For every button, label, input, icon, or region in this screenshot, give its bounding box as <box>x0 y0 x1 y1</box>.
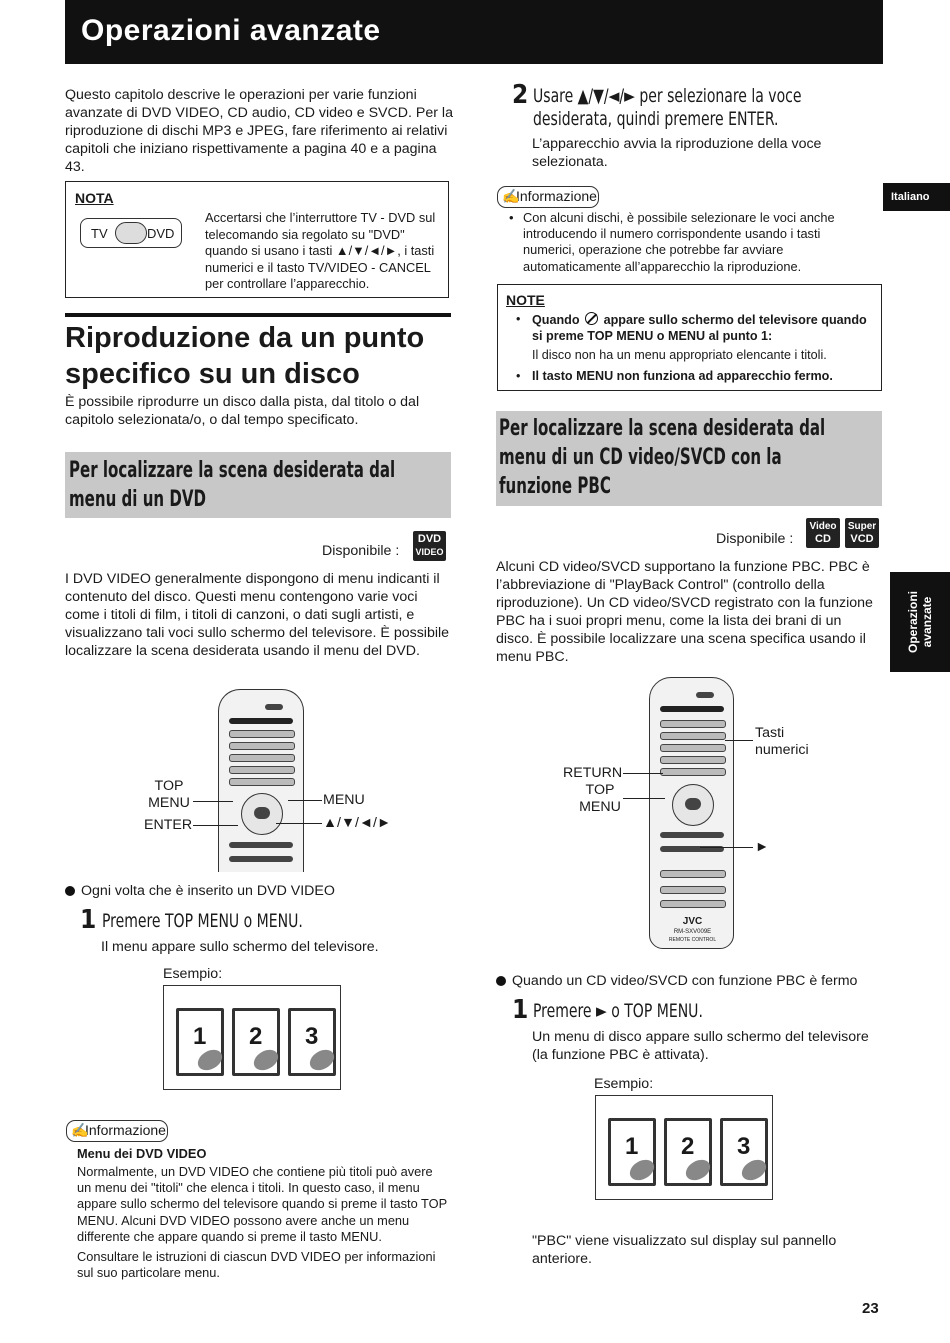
note-item1-a: Quando <box>532 313 580 327</box>
section-tab-line2: avanzate <box>920 596 934 648</box>
video-cd-badge <box>806 518 840 548</box>
dvd-info-para1: Normalmente, un DVD VIDEO che contiene più titoli può avere un menu dei "titoli" che elenca i titoli. In questo caso, il menu appare sullo schermo del televisore quando si preme il tasto TOP MENU. Alcuni DVD VIDEO possono avere anche un menu differente che appare quando si preme il tasto MENU. <box>77 1164 447 1244</box>
right-info-badge <box>497 186 599 208</box>
step2-number: 2 <box>512 80 529 110</box>
note-right-item2: Il tasto MENU non funziona ad apparecchio fermo. <box>532 369 833 383</box>
video-cd-badge-line2: CD <box>815 533 831 545</box>
super-vcd-badge-line2: VCD <box>850 533 874 545</box>
dvd-info-badge-label: Informazione <box>85 1122 166 1138</box>
pbc-example-label: Esempio: <box>594 1076 654 1092</box>
pbc-example-frame <box>595 1095 773 1200</box>
callout-menu-right: MENU <box>323 792 365 808</box>
tv-dvd-switch <box>80 218 182 248</box>
note-right-item1 <box>532 312 877 344</box>
callout-tasti-line1: Tasti <box>755 725 785 741</box>
remote-brand: JVC <box>682 916 703 927</box>
dvd-available-label: Disponibile : <box>322 543 400 559</box>
pbc-bullet-text: Quando un CD video/SVCD con funzione PBC è fermo <box>512 973 858 989</box>
hand-icon: ✍ <box>71 1122 89 1138</box>
callout-top-label: TOP <box>154 778 184 794</box>
section-tab <box>890 572 950 672</box>
pbc-available-label: Disponibile : <box>716 531 794 547</box>
dvd-example-thumb-2 <box>232 1008 280 1076</box>
callout-return: RETURN <box>563 765 623 781</box>
callout-top-menu-right <box>578 782 622 816</box>
dvd-bullet <box>65 882 335 900</box>
dvd-example-frame <box>163 985 341 1090</box>
hand-icon: ✍ <box>502 188 520 204</box>
language-tab <box>883 183 950 211</box>
dpad <box>241 793 283 835</box>
remote-control-pbc <box>649 677 734 949</box>
dvd-badge-line2: VIDEO <box>415 547 444 557</box>
dvd-step1-text: Premere TOP MENU o MENU. <box>102 910 303 932</box>
callout-tasti-numerici <box>755 725 809 759</box>
callout-arrows: ▲/▼/◄/► <box>323 815 391 831</box>
section-title-line1: Riproduzione da un punto <box>65 322 425 354</box>
dvd-example-thumb-3 <box>288 1008 336 1076</box>
pbc-body: Alcuni CD video/SVCD supportano la funzione PBC. PBC è l’abbreviazione di "PlayBack Control" (controllo della riproduzione). Un CD video/SVCD registrato con la funzione PBC ha i suoi propri menu, come la lista dei brani di un disco. È possibile localizzare una scena specifica usando il menu PBC. <box>496 559 873 665</box>
page-title: Operazioni avanzate <box>81 14 381 47</box>
dvd-video-badge <box>413 531 446 561</box>
dvd-heading-line1: Per localizzare la scena desiderata dal <box>69 458 396 483</box>
switch-knob <box>115 222 147 244</box>
section-title-line2: specifico su un disco <box>65 358 360 390</box>
dvd-example-label: Esempio: <box>163 966 223 982</box>
bullet-dot <box>65 886 75 896</box>
right-info-badge-label: Informazione <box>516 188 597 204</box>
right-info-bullet: Con alcuni dischi, è possibile selezionare le voci anche introducendo il numero corrispondente usando i tasti numerici, operazione che potrebbe far avviare automaticamente all’apparecchio la riproduzione. <box>523 210 835 274</box>
remote-model: RM-SXV009E <box>673 929 712 935</box>
thumb-number: 2 <box>681 1133 695 1160</box>
step2-text-line1: Usare ▲/▼/◄/► per selezionare la voce <box>533 85 802 107</box>
thumb-number: 3 <box>305 1023 319 1050</box>
pbc-heading <box>499 414 879 501</box>
note-right-item1-desc: Il disco non ha un menu appropriato elencante i titoli. <box>532 348 827 362</box>
thumb-number: 2 <box>249 1023 263 1050</box>
pbc-display-note: "PBC" viene visualizzato sul display sul pannello anteriore. <box>532 1233 837 1267</box>
dvd-heading <box>69 456 449 514</box>
note-box-right: NOTE • Quando appare sullo schermo del televisore quando si preme TOP MENU o MENU al punto 1: Il disco non ha un menu appropriato elencante i titoli. • Il tasto MENU non funziona ad apparecchio fermo. <box>497 284 882 391</box>
dvd-badge-line1: DVD <box>417 533 442 545</box>
switch-dvd-label: DVD <box>147 226 175 241</box>
pbc-example-thumb-3 <box>720 1118 768 1186</box>
dvd-example-thumb-1 <box>176 1008 224 1076</box>
pbc-example-thumb-2 <box>664 1118 712 1186</box>
callout-top-label-right: TOP <box>585 782 615 798</box>
note-right-heading: NOTE <box>506 292 545 308</box>
page-title-bar <box>65 0 883 64</box>
dvd-heading-line2: menu di un DVD <box>69 487 206 512</box>
remote-control-dvd <box>218 689 304 872</box>
pbc-bullet <box>496 972 857 990</box>
section-title <box>65 320 451 392</box>
dvd-info-badge <box>66 1120 168 1142</box>
nota-text: Accertarsi che l’interruttore TV - DVD sul telecomando sia regolato su "DVD" quando si usano i tasti ▲/▼/◄/►, i tasti numerici e il tasto TV/VIDEO - CANCEL per controllare l’apparecchio. <box>205 210 436 291</box>
callout-top-menu-left <box>146 778 192 812</box>
pbc-heading-line2: menu di un CD video/SVCD con la <box>499 445 782 470</box>
intro-paragraph: Questo capitolo descrive le operazioni per varie funzioni avanzate di DVD VIDEO, CD audio, CD video e SVCD. Per la riproduzione di dischi MP3 e JPEG, fare riferimento ai relativi capitoli che iniziano rispettivamente a pagina 40 e a pagina 43. <box>65 87 453 175</box>
dvd-info-heading: Menu dei DVD VIDEO <box>77 1146 207 1161</box>
note-item1-b: appare sullo schermo del televisore quando si preme TOP MENU o MENU al punto 1: <box>532 313 867 343</box>
video-cd-badge-line1: Video <box>809 521 837 532</box>
pbc-heading-line3: funzione PBC <box>499 474 611 499</box>
switch-tv-label: TV <box>91 226 108 241</box>
thumb-number: 1 <box>625 1133 639 1160</box>
thumb-number: 1 <box>193 1023 207 1050</box>
pbc-step1-desc: Un menu di disco appare sullo schermo del televisore (la funzione PBC è attivata). <box>532 1029 869 1063</box>
callout-play: ► <box>755 839 770 855</box>
section-rule <box>65 313 451 317</box>
step2-text-line2: desiderata, quindi premere ENTER. <box>533 108 779 130</box>
pbc-step1-number: 1 <box>512 995 529 1025</box>
callout-menu-label-right: MENU <box>579 799 621 815</box>
bullet-dot <box>496 976 506 986</box>
callout-enter: ENTER <box>144 817 193 833</box>
step2-text <box>533 85 802 131</box>
right-info-bullet-mark: • <box>509 210 514 225</box>
dpad <box>672 784 714 826</box>
super-vcd-badge <box>845 518 879 548</box>
callout-menu-label: MENU <box>148 795 190 811</box>
pbc-heading-line1: Per localizzare la scena desiderata dal <box>499 416 826 441</box>
nota-heading: NOTA <box>75 190 114 206</box>
dvd-step1-desc: Il menu appare sullo schermo del televisore. <box>101 939 379 955</box>
dvd-bullet-text: Ogni volta che è inserito un DVD VIDEO <box>81 883 335 899</box>
dvd-info-para2: Consultare le istruzioni di ciascun DVD VIDEO per informazioni sul suo particolare menu. <box>77 1249 436 1281</box>
thumb-number: 3 <box>737 1133 751 1160</box>
dvd-body: I DVD VIDEO generalmente dispongono di menu indicanti il contenuto del disco. Questi menu contengono varie voci come i titoli di film, i titoli di canzoni, o dati sugli artisti, e visualizzano tali voci sullo schermo del televisore. È possibile localizzare la scena desiderata usando il menu del DVD. <box>65 571 450 659</box>
prohibited-icon <box>585 312 598 325</box>
pbc-example-thumb-1 <box>608 1118 656 1186</box>
language-tab-label: Italiano <box>891 191 930 203</box>
section-intro: È possibile riprodurre un disco dalla pista, dal titolo o dal capitolo selezionata/o, o dal tempo specificato. <box>65 394 420 428</box>
remote-sub: REMOTE CONTROL <box>668 937 717 943</box>
dvd-step1-number: 1 <box>80 905 97 935</box>
page-number: 23 <box>862 1300 879 1317</box>
pbc-step1-text: Premere ► o TOP MENU. <box>533 1000 703 1022</box>
super-vcd-badge-line1: Super <box>847 521 877 532</box>
nota-box <box>65 181 449 298</box>
callout-tasti-line2: numerici <box>755 742 809 758</box>
section-tab-line1: Operazioni <box>906 591 920 654</box>
step2-desc: L’apparecchio avvia la riproduzione della voce selezionata. <box>532 136 822 170</box>
